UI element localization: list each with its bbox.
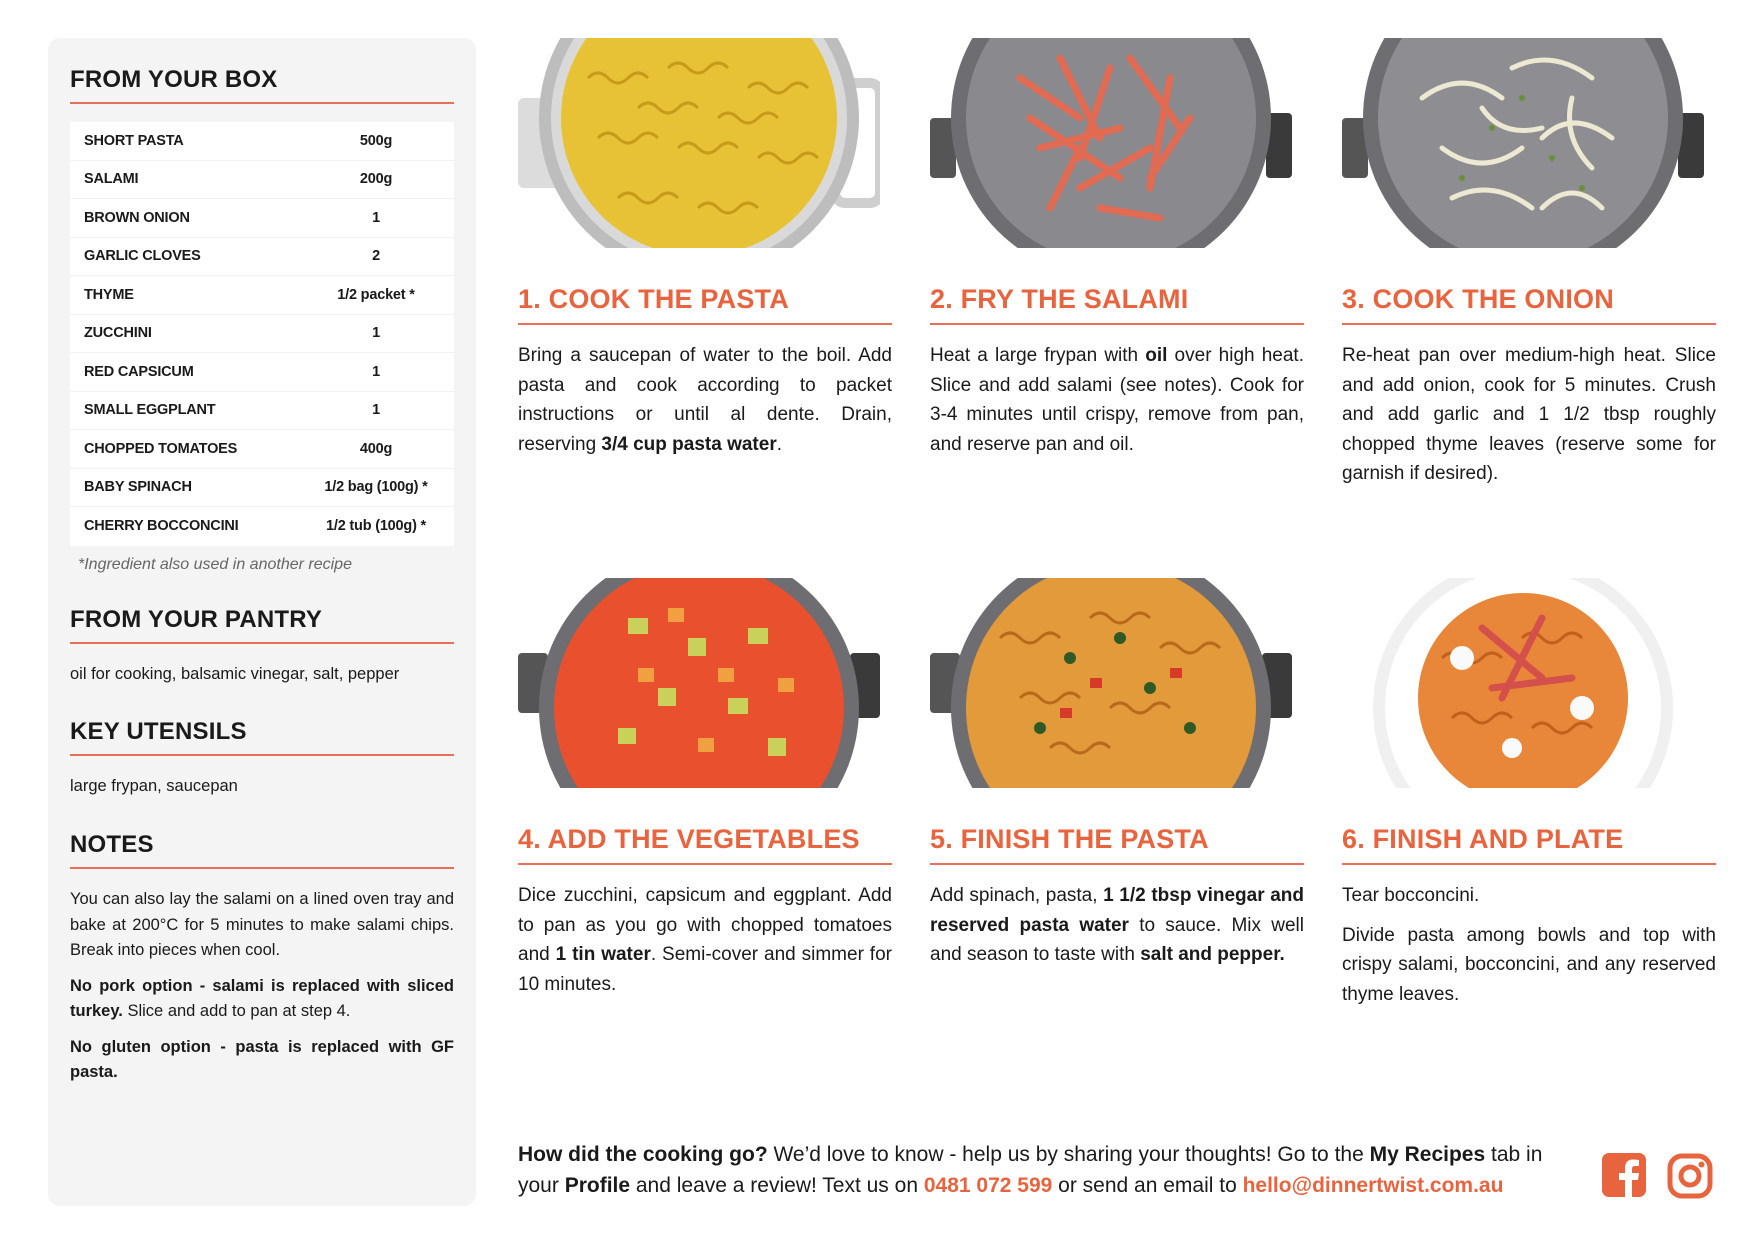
ingredient-name: RED CAPSICUM (84, 363, 194, 380)
step-body (1342, 881, 1716, 1009)
step-title: 2. FRY THE SALAMI (930, 284, 1304, 325)
step-body (518, 341, 892, 459)
ingredient-name: BROWN ONION (84, 209, 190, 226)
notes-heading: NOTES (70, 831, 454, 869)
step-text: over high heat. Slice and add salami (see notes). Cook for 3-4 minutes until crispy, remove from pan, and reserve pan and oil. (930, 345, 1304, 455)
ingredient-row (70, 430, 454, 469)
ingredient-qty: 1 (372, 402, 380, 419)
ingredient-name: THYME (84, 286, 134, 303)
step-bold: salt and pepper. (1140, 944, 1285, 965)
step-4 (518, 578, 892, 1009)
notes-paragraph (70, 974, 454, 1025)
ingredient-qty: 2 (372, 248, 380, 265)
footer-text: or send an email to (1052, 1174, 1243, 1197)
ingredient-qty: 200g (359, 171, 393, 188)
ingredient-name: CHERRY BOCCONCINI (84, 518, 239, 535)
step-paragraph (518, 341, 892, 459)
ingredients-table (70, 122, 454, 546)
step-body (1342, 341, 1716, 489)
ingredient-row (70, 469, 454, 508)
step-text: to sauce. Mix well and season to taste with (930, 914, 1304, 965)
step-text: Add spinach, pasta, (930, 885, 1104, 906)
ingredient-row (70, 122, 454, 161)
ingredient-row (70, 161, 454, 200)
step-photo-vegetables (518, 578, 880, 788)
step-paragraph: Re-heat pan over medium-high heat. Slice and add onion, cook for 5 minutes. Crush and add garlic and 1 1/2 tbsp roughly chopped thyme leaves (reserve some for garnish if desired). (1342, 345, 1716, 484)
step-photo-onion (1342, 38, 1704, 248)
step-text: Bring a saucepan of water to the boil. Add pasta and cook according to packet instructions or until al dente. Drain, reserving (518, 345, 892, 455)
footer-text: and leave a review! Text us on (630, 1174, 924, 1197)
step-1 (518, 38, 892, 469)
step-title: 5. FINISH THE PASTA (930, 824, 1304, 865)
ingredient-qty: 1 (372, 325, 380, 342)
step-5 (930, 578, 1304, 980)
step-paragraph (930, 881, 1304, 970)
pantry-section (70, 606, 454, 687)
step-body (930, 881, 1304, 970)
ingredient-qty: 500g (359, 132, 393, 149)
ingredient-name: BABY SPINACH (84, 479, 192, 496)
utensils-heading: KEY UTENSILS (70, 718, 454, 756)
profile-label: Profile (564, 1174, 631, 1197)
ingredient-qty: 1/2 packet * (337, 286, 415, 303)
step-photo-pasta (518, 38, 880, 248)
ingredient-row (70, 392, 454, 431)
ingredient-name: SMALL EGGPLANT (84, 402, 216, 419)
ingredient-name: SHORT PASTA (84, 132, 184, 149)
notes-text: Slice and add to pan at step 4. (122, 1002, 351, 1021)
step-text: Heat a large frypan with (930, 345, 1146, 366)
step-paragraph: Divide pasta among bowls and top with crispy salami, bocconcini, and any reserved thyme leaves. (1342, 924, 1716, 1005)
from-your-box-heading: FROM YOUR BOX (70, 66, 454, 104)
footer-question: How did the cooking go? (518, 1143, 768, 1166)
ingredient-footnote: *Ingredient also used in another recipe (78, 555, 352, 573)
step-title: 1. COOK THE PASTA (518, 284, 892, 325)
footer-text: We’d love to know - help us by sharing your thoughts! Go to the (767, 1143, 1370, 1166)
step-photo-plated (1342, 578, 1704, 788)
ingredients-sidebar (48, 38, 476, 1206)
pantry-heading: FROM YOUR PANTRY (70, 606, 454, 644)
notes-bold: No pork option - salami is replaced with sliced turkey. (70, 976, 454, 1021)
step-text: . (776, 433, 782, 455)
instagram-icon[interactable] (1667, 1153, 1713, 1199)
step-bold: 3/4 cup pasta water (601, 433, 777, 455)
ingredient-qty: 400g (359, 440, 393, 457)
ingredient-row (70, 276, 454, 315)
step-photo-finish-pasta (930, 578, 1292, 788)
step-text: Dice zucchini, capsicum and eggplant. Add to pan as you go with chopped tomatoes and (518, 885, 892, 965)
ingredient-qty: 1 (372, 363, 380, 380)
step-6 (1342, 578, 1716, 1019)
step-paragraph: Tear bocconcini. (1342, 885, 1480, 906)
facebook-icon[interactable] (1602, 1153, 1646, 1197)
ingredient-name: SALAMI (84, 171, 139, 188)
ingredient-row (70, 353, 454, 392)
step-text: . Semi-cover and simmer for 10 minutes. (518, 944, 892, 995)
ingredient-row (70, 507, 454, 546)
step-paragraph (518, 881, 892, 999)
step-2 (930, 38, 1304, 469)
ingredient-qty: 1/2 bag (100g) * (324, 479, 428, 496)
phone-link[interactable]: 0481 072 599 (923, 1174, 1053, 1197)
notes-bold: No gluten option - pasta is replaced with GF pasta. (70, 1037, 454, 1082)
ingredient-name: GARLIC CLOVES (84, 248, 201, 265)
email-link[interactable]: hello@dinnertwist.com.au (1242, 1174, 1504, 1197)
my-recipes-label: My Recipes (1369, 1143, 1486, 1166)
ingredient-row (70, 199, 454, 238)
step-bold: 1 1/2 tbsp vinegar and reserved pasta water (930, 885, 1304, 936)
pantry-text: oil for cooking, balsamic vinegar, salt, pepper (70, 664, 400, 683)
ingredient-name: ZUCCHINI (84, 325, 152, 342)
step-body (930, 341, 1304, 459)
footer-text: tab in your (518, 1143, 1543, 1197)
notes-section (70, 831, 454, 1086)
ingredient-row (70, 238, 454, 277)
step-paragraph (930, 341, 1304, 459)
utensils-section (70, 718, 454, 799)
step-bold: oil (1145, 345, 1168, 366)
notes-paragraph (70, 1035, 454, 1086)
notes-paragraph: You can also lay the salami on a lined oven tray and bake at 200°C for 5 minutes to make salami chips. Break into pieces when cool. (70, 890, 454, 960)
ingredient-name: CHOPPED TOMATOES (84, 440, 238, 457)
step-photo-salami (930, 38, 1292, 248)
utensils-text: large frypan, saucepan (70, 777, 238, 796)
ingredient-qty: 1/2 tub (100g) * (326, 518, 426, 535)
step-title: 4. ADD THE VEGETABLES (518, 824, 892, 865)
ingredient-qty: 1 (372, 209, 380, 226)
step-title: 6. FINISH AND PLATE (1342, 824, 1716, 865)
ingredient-row (70, 315, 454, 354)
step-bold: 1 tin water (555, 944, 651, 965)
step-title: 3. COOK THE ONION (1342, 284, 1716, 325)
step-3 (1342, 38, 1716, 499)
step-body (518, 881, 892, 999)
feedback-footer (518, 1139, 1578, 1201)
